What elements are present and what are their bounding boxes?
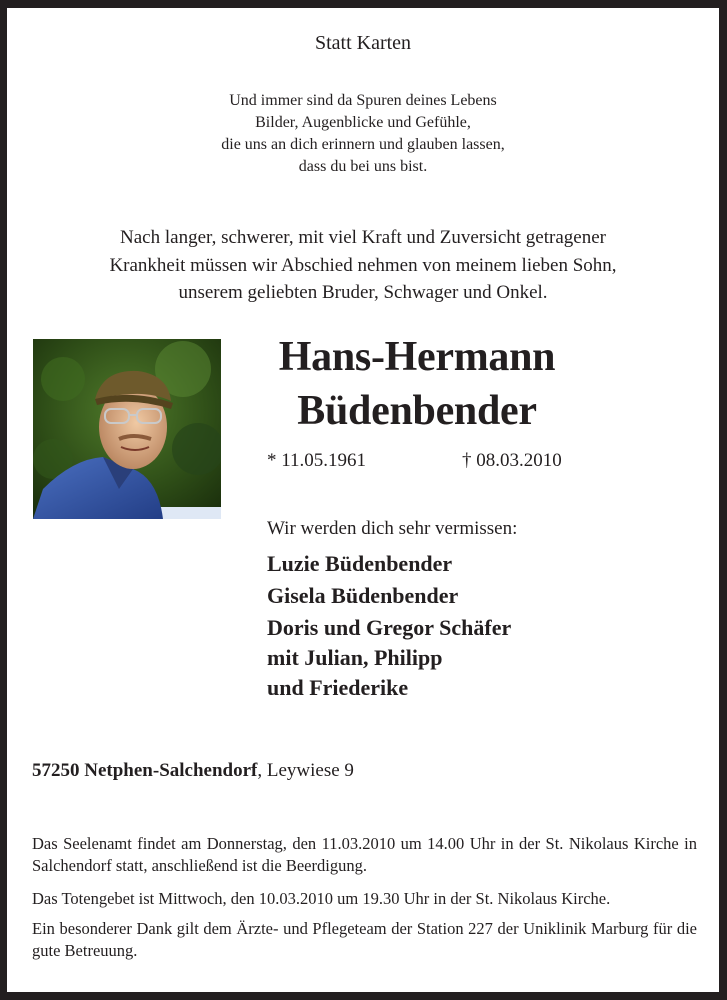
header-title: Statt Karten (314, 32, 412, 54)
poem-line: Bilder, Augenblicke und Gefühle, (255, 114, 471, 131)
note-thanks: Ein besonderer Dank gilt dem Ärzte- und Pflegeteam der Station 227 der Uniklinik Marburg für die gute Betreuung. (32, 919, 697, 960)
deceased-photo (33, 339, 221, 519)
birth-date: * 11.05.1961 (267, 450, 367, 471)
address-street: , Leywiese 9 (257, 760, 354, 781)
note-funeral-mass: Das Seelenamt findet am Donnerstag, den 11.03.2010 um 14.00 Uhr in der St. Nikolaus Kirche in Salchendorf statt, anschließend ist die Beerdigung. (32, 834, 697, 875)
mourners-list (267, 549, 511, 703)
mourner-name: mit Julian, Philipp (267, 645, 443, 670)
intro-text (7, 224, 719, 307)
obituary-notice (7, 8, 719, 992)
mourners-intro: Wir werden dich sehr vermissen: (267, 518, 518, 539)
mourner-name: Luzie Büdenbender (267, 551, 453, 576)
death-date: † 08.03.2010 (462, 450, 562, 471)
intro-line: Nach langer, schwerer, mit viel Kraft und Zuversicht getragener (120, 227, 606, 248)
deceased-first-name: Hans-Hermann (278, 334, 556, 380)
mourner-name: Gisela Büdenbender (267, 583, 459, 608)
poem-line: dass du bei uns bist. (298, 158, 428, 175)
deceased-last-name: Büdenbender (297, 388, 537, 434)
poem-line: die uns an dich erinnern und glauben lassen, (221, 136, 505, 153)
poem-line: Und immer sind da Spuren deines Lebens (229, 92, 497, 109)
note-prayer: Das Totengebet ist Mittwoch, den 10.03.2010 um 19.30 Uhr in der St. Nikolaus Kirche. (32, 889, 611, 908)
address-city: 57250 Netphen-Salchendorf (32, 760, 258, 781)
poem (7, 90, 719, 178)
intro-line: unserem geliebten Bruder, Schwager und Onkel. (178, 282, 548, 303)
mourner-name: und Friederike (267, 675, 409, 700)
mourner-name: Doris und Gregor Schäfer (267, 615, 512, 640)
address (32, 760, 354, 782)
intro-line: Krankheit müssen wir Abschied nehmen von meinem lieben Sohn, (109, 254, 617, 276)
